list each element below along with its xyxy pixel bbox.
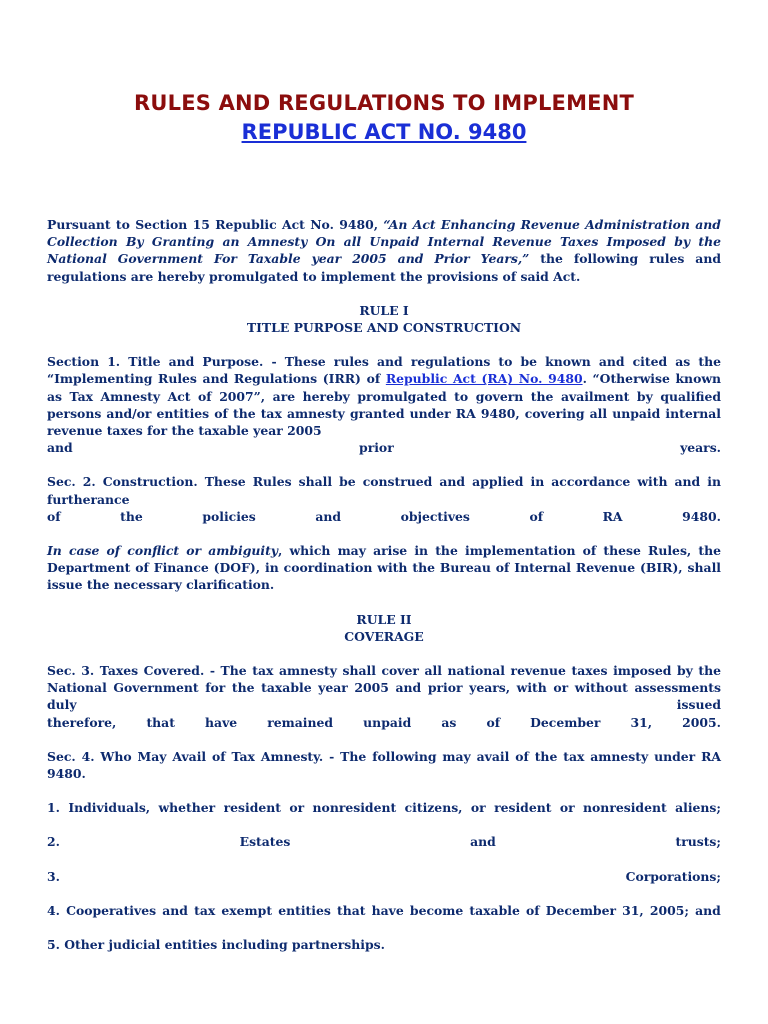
list-item-2 [47,833,721,850]
intro-paragraph [47,216,721,285]
list-item-1 [47,799,721,816]
word: unpaid [363,714,412,730]
word: or [470,800,486,816]
word: 1. [47,800,60,816]
word: nonresident [583,800,667,816]
word: trusts; [675,834,721,850]
word: and [695,902,721,918]
rule-2-heading: RULE II [356,611,412,627]
word: exempt [221,902,273,918]
section-2-last-line [47,508,721,525]
section-1-paragraph [47,353,721,456]
word: policies [202,508,256,524]
word: years. [680,440,721,456]
word: resident [494,800,552,816]
rule-2-heading-block [47,611,721,645]
word: of [486,714,501,730]
word: and [162,902,188,918]
word: that [336,902,366,918]
word: the [120,508,143,524]
word: Estates [239,834,291,850]
word: 31, [622,902,644,918]
document-body [47,216,721,970]
word: aliens; [675,800,721,816]
word: and [315,508,342,524]
section-3-paragraph [47,662,721,731]
word: or [289,800,305,816]
word: Cooperatives [66,902,157,918]
rule-1-heading: RULE I [359,302,409,318]
word: Individuals, [68,800,151,816]
word: December [545,902,617,918]
intro-tail: the following rules and regulations are hereby promulgated to implement the provisions of said Act. [47,251,721,284]
word: of [526,902,540,918]
conflict-italic-text: In case of conflict or ambiguity [47,543,279,559]
document-title: RULES AND REGULATIONS TO IMPLEMENT [133,91,635,115]
conflict-paragraph [47,542,721,594]
word: of [47,508,61,524]
word: objectives [400,508,470,524]
word: Corporations; [625,868,721,884]
section-2-paragraph [47,473,721,525]
word: have [205,714,238,730]
word: of [529,508,544,524]
word: resident [223,800,281,816]
word: 2. [47,834,60,850]
word: whether [158,800,216,816]
word: prior [359,440,394,456]
rule-1-heading-block [47,302,721,336]
word: citizens, [404,800,463,816]
word: 3. [47,868,60,884]
section-3-last-line [47,714,721,731]
word: 4. [47,902,60,918]
word: have [371,902,404,918]
word: become [409,902,464,918]
word: 9480. [682,508,721,524]
word: remained [267,714,334,730]
section-2-line-1: Sec. 2. Construction. These Rules shall be construed and applied in accordance with and in furtherance [47,474,721,507]
word: 31, [630,714,653,730]
intro-quoted-title: “An Act Enhancing Revenue Administration and Collection By Granting an Amnesty On all Unpaid Internal Revenue Taxes Imposed by the National Government For Taxable year 2005 and Prior Years,” [47,217,721,267]
word: entities [278,902,331,918]
section-3-text: Sec. 3. Taxes Covered. - The tax amnesty shall cover all national revenue taxes imposed by the National Government for the taxable year 2005 and prior years, with or without assessments duly issued [47,663,721,713]
word: as [441,714,457,730]
word: therefore, [47,714,117,730]
section-1-text-after-link: . “Otherwise known as Tax Amnesty Act of 2007”, are hereby promulgated to govern the availment by qualified persons and/or entities of the tax amnesty granted under RA 9480, covering all unpaid internal revenue taxes for the taxable year 2005 [47,371,722,439]
section-1-last-line [47,439,721,456]
word: and [470,834,496,850]
list-item-4 [47,902,721,919]
word: 2005; [649,902,689,918]
word: tax [194,902,216,918]
rule-2-subheading: COVERAGE [344,628,424,644]
intro-lead: Pursuant to Section 15 Republic Act No. 9480, [47,217,379,232]
list-item-5: 5. Other judicial entities including partnerships. [47,937,385,953]
section-1-text-before-link: Section 1. Title and Purpose. - These rules and regulations to be known and cited as the “Implementing Rules and Regulations (IRR) of [47,354,721,387]
rule-1-subheading: TITLE PURPOSE AND CONSTRUCTION [246,320,522,336]
word: RA [602,508,623,524]
act-title-link[interactable]: REPUBLIC ACT NO. 9480 [241,120,527,144]
word: that [146,714,175,730]
conflict-text: , which may arise in the implementation of these Rules, the Department of Finance (DOF), in coordination with the Bureau of Internal Revenue (BIR), shall issue the necessary clarification. [47,543,721,593]
word: or [559,800,575,816]
word: taxable [469,902,520,918]
word: nonresident [312,800,397,816]
word: 2005. [682,714,721,730]
word: December [530,714,601,730]
list-item-3 [47,868,721,885]
section-4-paragraph: Sec. 4. Who May Avail of Tax Amnesty. - The following may avail of the tax amnesty under RA 9480. [47,748,721,782]
republic-act-link[interactable]: Republic Act (RA) No. 9480 [385,371,583,387]
word: and [47,440,73,456]
